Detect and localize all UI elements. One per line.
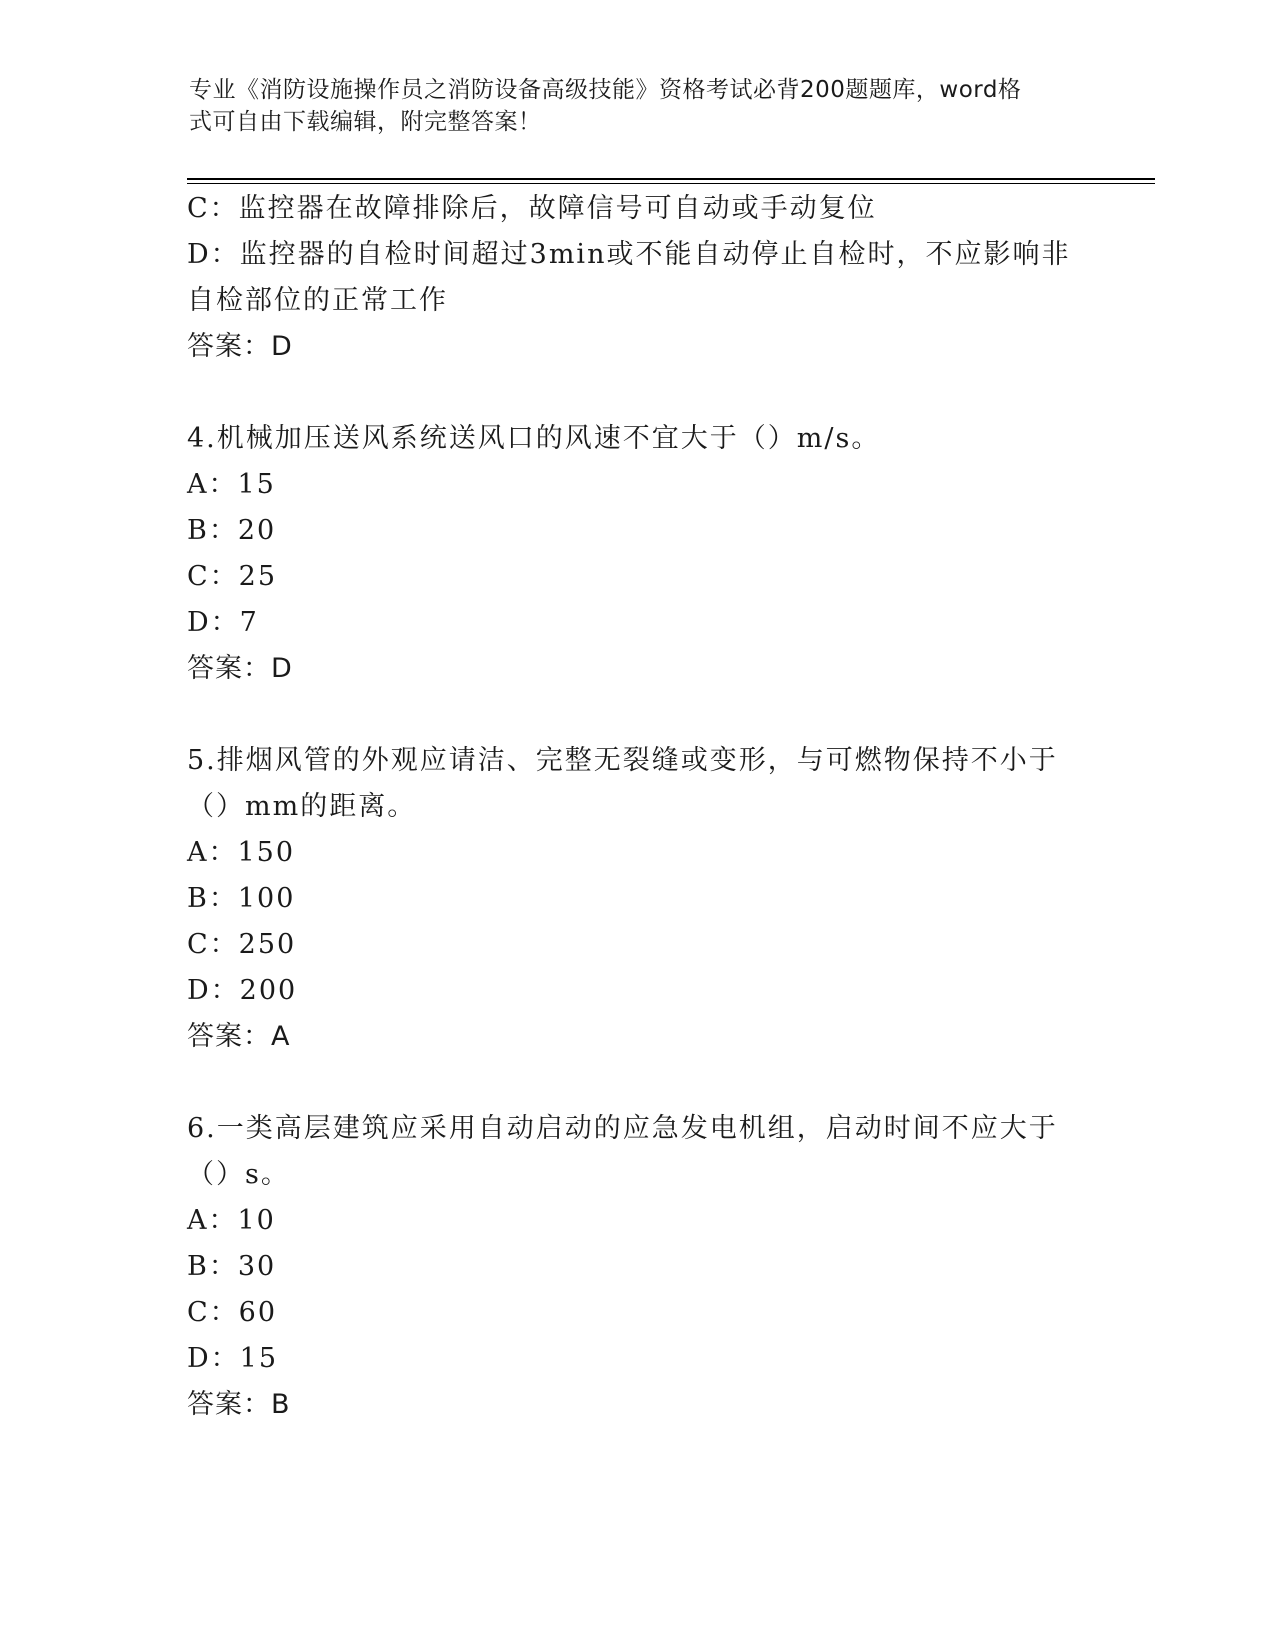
spacer: [187, 1060, 1077, 1106]
question-6: [187, 1106, 1077, 1428]
option-b: B：100: [187, 883, 296, 914]
spacer: [187, 370, 1077, 416]
option-a: A：10: [187, 1205, 276, 1236]
question-list: [187, 186, 1077, 1428]
question-5: [187, 738, 1077, 1060]
question-text: 5.排烟风管的外观应请洁、完整无裂缝或变形，与可燃物保持不小于: [187, 745, 1058, 776]
option-d: D：监控器的自检时间超过3min或不能自动停止自检时，不应影响非: [187, 239, 1071, 270]
spacer: [187, 692, 1077, 738]
header-line-1: 专业《消防设施操作员之消防设备高级技能》资格考试必背200题题库，word格: [189, 77, 1022, 103]
header-divider: [187, 178, 1155, 180]
answer: 答案：D: [187, 331, 293, 362]
question-text-continued: （）s。: [187, 1159, 290, 1190]
option-c: C：250: [187, 929, 297, 960]
question-text: 6.一类高层建筑应采用自动启动的应急发电机组，启动时间不应大于: [187, 1113, 1058, 1144]
document-header: [189, 74, 1069, 138]
question-3: [187, 186, 1077, 370]
answer: 答案：A: [187, 1021, 291, 1052]
option-d: D：15: [187, 1343, 279, 1374]
option-b: B：30: [187, 1251, 277, 1282]
question-text: 4.机械加压送风系统送风口的风速不宜大于（）m/s。: [187, 423, 881, 454]
option-d: D：200: [187, 975, 298, 1006]
header-line-2: 式可自由下载编辑，附完整答案！: [189, 109, 542, 135]
answer: 答案：D: [187, 653, 293, 684]
answer: 答案：B: [187, 1389, 291, 1420]
option-d: D：7: [187, 607, 259, 638]
option-b: B：20: [187, 515, 277, 546]
option-c: C：60: [187, 1297, 278, 1328]
question-text-continued: （）mm的距离。: [187, 791, 417, 822]
option-a: A：15: [187, 469, 276, 500]
option-c: C：25: [187, 561, 278, 592]
option-c: C：监控器在故障排除后，故障信号可自动或手动复位: [187, 193, 877, 224]
question-4: [187, 416, 1077, 692]
header-divider-thin: [187, 183, 1155, 184]
option-d-continued: 自检部位的正常工作: [187, 285, 448, 316]
option-a: A：150: [187, 837, 296, 868]
